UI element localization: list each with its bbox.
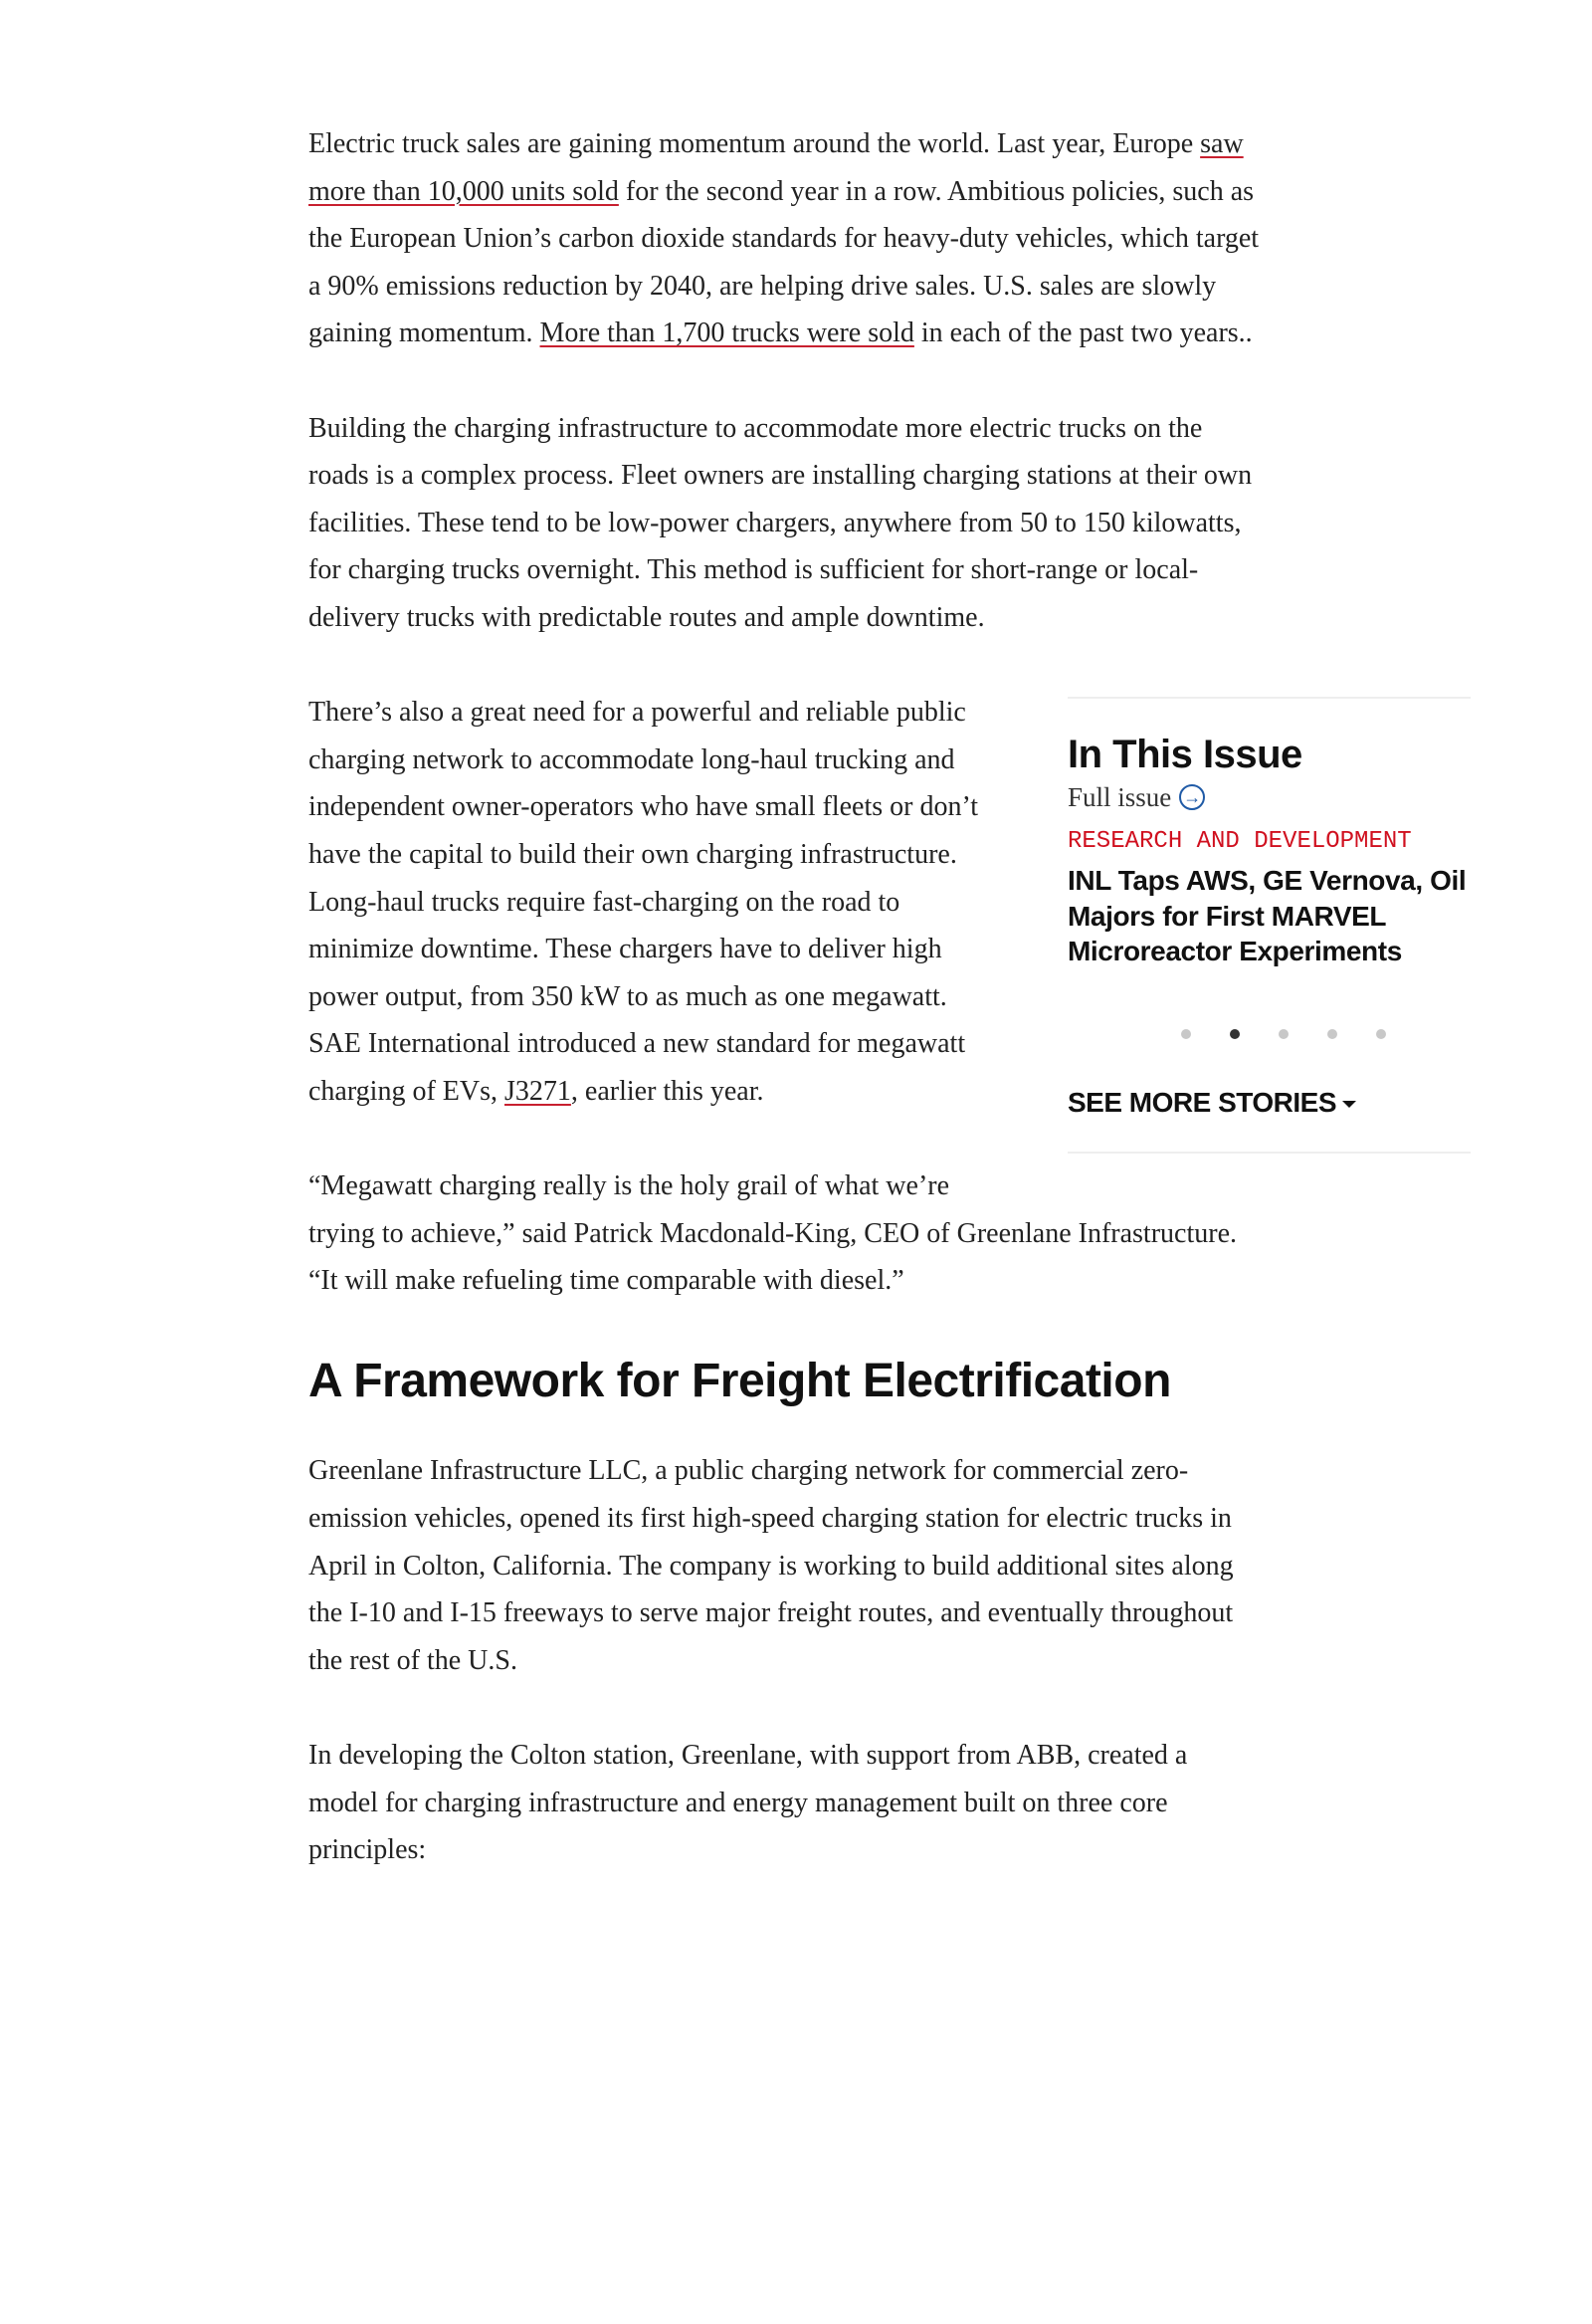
europe-sales-link[interactable]: saw more than 10,000 units sold bbox=[308, 128, 1244, 207]
paragraph-3: There’s also a great need for a powerful and reliable public charging network to accommodate long-haul trucking and independent owner-operators who have small fleets or don’t have the capital to build their own charging infrastructure. Long-haul trucks require fast-charging on the road to minimize downtime. These chargers have to deliver high power output, from 350 kW to as much as one megawatt. SAE International introduced a new standard for megawatt charging of EVs, J3271, earlier this year. bbox=[308, 697, 979, 1107]
paragraph-6: In developing the Colton station, Greenlane, with support from ABB, created a model for charging infrastructure and energy management built on three core principles: bbox=[308, 1740, 1188, 1866]
sidebar-title: In This Issue bbox=[1068, 733, 1302, 777]
paragraph-5: Greenlane Infrastructure LLC, a public charging network for commercial zero-emission vehicles, opened its first high-speed charging station for electric trucks in April in Colton, California. The company is working to build additional sites along the I-10 and I-15 freeways to serve major freight routes, and eventually throughout the rest of the U.S. bbox=[308, 1455, 1234, 1676]
caret-down-icon bbox=[1342, 1101, 1356, 1108]
article-body bbox=[308, 120, 1467, 1921]
story-category[interactable]: RESEARCH AND DEVELOPMENT bbox=[1068, 828, 1412, 856]
story-headline-link[interactable]: INL Taps AWS, GE Vernova, Oil Majors for First MARVEL Microreactor Experiments bbox=[1068, 865, 1467, 967]
section-heading: A Framework for Freight Electrification bbox=[308, 1355, 1171, 1408]
paragraph-1: Electric truck sales are gaining momentum around the world. Last year, Europe saw more than 10,000 units sold for the second year in a row. Ambitious policies, such as the European Union’s carbon dioxide standards for heavy-duty vehicles, which target a 90% emissions reduction by 2040, are helping drive sales. U.S. sales are slowly gaining momentum. More than 1,700 trucks were sold in each of the past two years.. bbox=[308, 128, 1260, 349]
carousel-dot-active[interactable] bbox=[1230, 1029, 1240, 1039]
j3271-link[interactable]: J3271 bbox=[504, 1075, 571, 1107]
arrow-right-circle-icon: → bbox=[1179, 784, 1205, 810]
paragraph-2: Building the charging infrastructure to accommodate more electric trucks on the roads is a complex process. Fleet owners are installing charging stations at their own facilities. These tend to be low-power chargers, anywhere from 50 to 150 kilowatts, for charging trucks overnight. This method is sufficient for short-range or local-delivery trucks with predictable routes and ample downtime. bbox=[308, 412, 1253, 633]
see-more-stories-button[interactable]: SEE MORE STORIES bbox=[1068, 1079, 1471, 1127]
carousel-dot[interactable] bbox=[1327, 1029, 1337, 1039]
in-this-issue-sidebar bbox=[1068, 697, 1471, 1154]
carousel-dot[interactable] bbox=[1181, 1029, 1191, 1039]
us-sales-link[interactable]: More than 1,700 trucks were sold bbox=[539, 317, 914, 349]
carousel-dot[interactable] bbox=[1279, 1029, 1289, 1039]
quote-paragraph: “Megawatt charging really is the holy grail of what we’re trying to achieve,” said Patrick Macdonald-King, CEO of Greenlane Infrastructure. “It will make refueling time comparable with diesel.” bbox=[308, 1170, 1237, 1297]
carousel-dot[interactable] bbox=[1376, 1029, 1386, 1039]
full-issue-link[interactable]: Full issue → bbox=[1068, 777, 1471, 817]
carousel-dots bbox=[1181, 1029, 1471, 1039]
